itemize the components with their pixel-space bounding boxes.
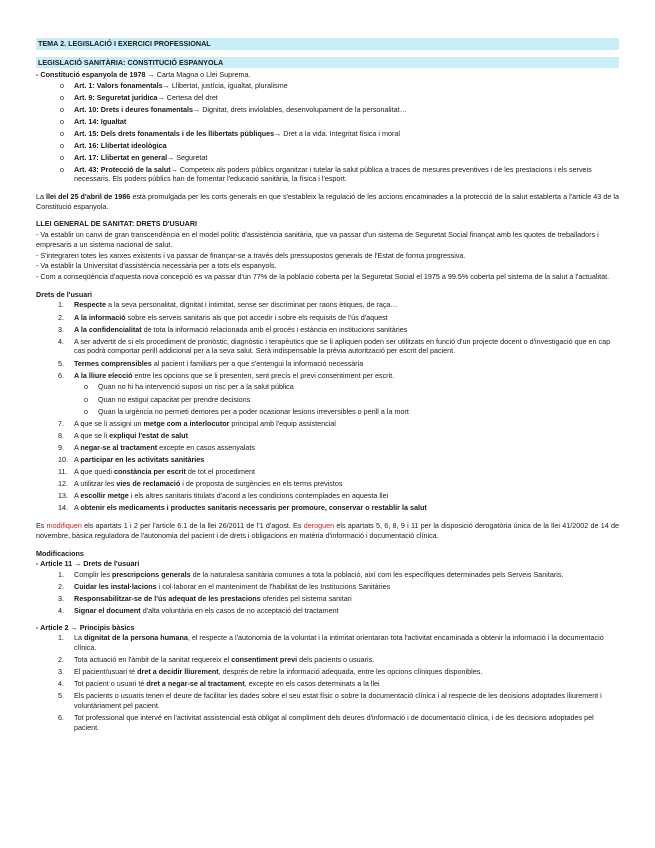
list-item: [36, 691, 619, 710]
bullet-icon: o: [60, 152, 64, 162]
item-number: 1.: [58, 570, 64, 580]
article-2-list: [36, 633, 619, 732]
item-text: A que se li: [74, 430, 110, 440]
list-item: [36, 594, 619, 604]
article-title: Art. 14: Igualtat: [74, 116, 127, 126]
article-title: Art. 16: Llibertat ideològica: [74, 140, 167, 150]
section-heading-constitucio: LEGISLACIÓ SANITÀRIA: CONSTITUCIÓ ESPANYOLA: [36, 57, 619, 69]
bullet-icon: o: [60, 104, 64, 114]
list-item: [36, 337, 619, 356]
item-bold: dret a negar-se al tractament: [146, 679, 245, 689]
item-text: d'alta voluntària en els casos de no acceptació del tractament: [140, 606, 339, 616]
sub-item-text: Quan la urgència no permeti demores per a poder ocasionar lesions irreversibles o perill a la mort: [98, 406, 409, 416]
article-label: - Article 2: [36, 622, 69, 632]
item-bold: A la confidencialitat: [74, 324, 142, 334]
item-text: sobre els serveis sanitaris als que pot accedir i sobre els requisits de l'ús d'aquest: [125, 312, 388, 322]
list-item: [36, 570, 619, 580]
article-title: Art. 15: Dels drets fonamentals i de les llibertats públiques: [74, 128, 275, 138]
constitucio-intro-bold: - Constitució espanyola de 1978: [36, 70, 146, 80]
section-heading-modificacions: Modificacions: [36, 548, 84, 558]
arrow-icon: →: [74, 559, 82, 569]
paragraph-text: està promulgada per les corts generals en que s'estableix la regulació de les accions encaminades a la protecció de la salut establerta a l'article 43 de la Constitució espanyola.: [36, 191, 619, 211]
llei-general-line: - Va establir un canvi de gran transcendència en el model polític d'assistència sanitària, que va passar d'un sistema de Seguretat Social finançat amb les quotes de treballadors i empresaris a un sistema nacional de salut.: [36, 230, 599, 249]
article-text: Dignitat, drets inviolables, desenvolupament de la personalitat…: [202, 104, 407, 114]
arrow-icon: →: [170, 164, 178, 174]
list-item: [36, 105, 619, 115]
paragraph-bold: llei del 25 d'abril de 1986: [46, 191, 131, 201]
list-item: [36, 153, 619, 163]
item-number: 5.: [58, 358, 64, 368]
item-text: A utilitzar les: [74, 479, 117, 489]
list-item: [36, 165, 619, 184]
llei-general-line: - Com a conseqüència d'aquesta nova concepció es va passar d'un 77% de la població coberta per la Seguretat Social el 1975 a 99.5% coberta pel sistema de la salut a l'actualitat.: [36, 271, 610, 281]
item-bold: Termes comprensibles: [74, 358, 152, 368]
item-text: a la seva personalitat, dignitat i intimitat, sense ser discriminat per raons ètiques, de raça…: [105, 300, 398, 310]
item-bold: Respecte: [74, 300, 106, 310]
bullet-icon: o: [60, 140, 64, 150]
article-11-list: [36, 570, 619, 616]
list-item: [36, 633, 619, 652]
list-item: [36, 655, 619, 665]
item-number: 7.: [58, 418, 64, 428]
item-number: 4.: [58, 336, 64, 346]
bullet-icon: o: [84, 382, 88, 392]
item-text: A: [74, 503, 81, 513]
list-item: [36, 431, 619, 441]
item-bold: obtenir els medicaments: [80, 503, 165, 513]
article-text: Competeix als poders públics organitzar i tutelar la salut pública a traces de mesures preventives i de les prestacions i els serveis necessaris. Els poders públics han de fomentar l'educació sanitària, la física i l'esport.: [74, 164, 592, 184]
item-text: A que quedi: [74, 467, 114, 477]
article-title: Art. 17: Llibertat en general: [74, 152, 168, 162]
item-bold: constància per escrit: [113, 467, 186, 477]
list-item: [36, 713, 619, 732]
arrow-icon: →: [167, 152, 175, 162]
list-item: [36, 359, 619, 369]
constitucio-intro: [36, 70, 619, 80]
list-item: [36, 129, 619, 139]
item-text: i de proposta de surgències en els terms previstos: [180, 479, 343, 489]
item-text: A: [74, 491, 81, 501]
arrow-icon: →: [157, 93, 165, 103]
item-number: 6.: [58, 713, 64, 723]
list-item: [36, 371, 619, 417]
item-bold: A la informació: [74, 312, 126, 322]
list-item: [36, 382, 619, 392]
item-text: principal amb l'equip assistencial: [229, 418, 336, 428]
list-item: [36, 117, 619, 127]
item-text: de tot el procediment: [185, 467, 256, 477]
item-text: Complir les: [74, 570, 112, 580]
list-item: [36, 325, 619, 335]
list-item: [36, 141, 619, 151]
item-text: entre les opcions que se li presenten, sent precís el previ consentiment per escrit.: [132, 370, 395, 380]
item-bold: vies de reclamació: [116, 479, 181, 489]
list-item: [36, 467, 619, 477]
item-text: Tota actuació en l'àmbit de la sanitat requereix el: [74, 655, 232, 665]
item-text: La: [74, 633, 84, 643]
arrow-icon: →: [70, 622, 78, 632]
item-number: 13.: [58, 491, 68, 501]
article-title: Drets de l'usuari: [83, 559, 140, 569]
item-text: al pacient i familiars per a que s'entengui la informació necessària: [151, 358, 364, 368]
article-text: Llibertat, justícia, igualtat, pluralisme: [171, 81, 288, 91]
item-text: excepte en casos assenyalats: [157, 442, 255, 452]
list-item: [36, 667, 619, 677]
modificacions-paragraph: [36, 521, 619, 540]
item-bold: expliqui l'estat de salut: [109, 430, 188, 440]
item-text: de la naturalesa sanitària comunes a tota la població, així com les específiques determinades pels Serveis Sanitaris.: [190, 570, 564, 580]
article-title: Principis bàsics: [79, 622, 135, 632]
list-item: [36, 395, 619, 405]
constitucio-intro-rest: Carta Magna o Llei Suprema.: [156, 70, 251, 80]
list-item: [36, 503, 619, 513]
item-bold: participar: [80, 455, 114, 465]
item-text: i els altres sanitaris titulats d'acord a les condicions contemplades en aquesta llei: [128, 491, 389, 501]
item-number: 11.: [58, 467, 68, 477]
item-number: 6.: [58, 370, 64, 380]
bullet-icon: o: [84, 394, 88, 404]
item-text: , el respecte a l'autonomia de la voluntat i la intimitat orientaran tota l'activitat encaminada a obtenir la informació i la documentació clínica.: [74, 633, 604, 652]
item-text: Tot professional que intervé en l'activitat assistencial està obligat al compliment dels deures d'informació i de documentació clínica, i de les decisions adoptades pel pacient.: [74, 713, 594, 732]
list-item: [36, 479, 619, 489]
bullet-icon: o: [60, 81, 64, 91]
item-number: 14.: [58, 503, 68, 513]
arrow-icon: →: [274, 128, 282, 138]
paragraph-text: La: [36, 191, 47, 201]
item-number: 12.: [58, 479, 68, 489]
article-text: Certesa del dret: [166, 93, 218, 103]
item-text: , després de rebre la informació adequada, entre les opcions clíniques disponibles.: [218, 667, 483, 677]
list-item: [36, 606, 619, 616]
list-item: [36, 582, 619, 592]
paragraph-text: Es: [36, 521, 47, 531]
item-number: 2.: [58, 655, 64, 665]
bullet-icon: o: [60, 128, 64, 138]
item-number: 4.: [58, 606, 64, 616]
paragraph-text: els apartats 1 i 2 per l'article 6.1 de la llei 26/2011 de l'1 d'agost. Es: [81, 521, 304, 531]
sub-list: [36, 382, 619, 416]
article-title: Art. 43: Protecció de la salut: [74, 164, 171, 174]
bullet-icon: o: [60, 116, 64, 126]
item-number: 8.: [58, 430, 64, 440]
list-item: [36, 81, 619, 91]
item-number: 5.: [58, 691, 64, 701]
arrow-icon: →: [162, 81, 170, 91]
sub-item-text: Quan no hi ha intervenció suposi un risc per a la salut pública: [98, 382, 294, 392]
item-text: A: [74, 442, 81, 452]
bullet-icon: o: [84, 406, 88, 416]
item-number: 2.: [58, 312, 64, 322]
item-text: A: [74, 455, 81, 465]
page-title: TEMA 2. LEGISLACIÓ I EXERCICI PROFESSIONAL: [36, 38, 619, 50]
item-text: A ser advertit de si els procediment de pronòstic, diagnòstic i terapèutics que se li apliquen poden ser utilitzats en funció d'un projecte docent o d'investigació que en cap cas podrà comportar perill addicional per a la seva salut. Serà indispensable la prèvia autorització per escrit del pacient.: [74, 336, 611, 356]
articles-list: [36, 81, 619, 184]
list-item: [36, 491, 619, 501]
item-bold: en les activitats sanitàries: [113, 455, 205, 465]
article-11-heading: [36, 559, 619, 569]
list-item: [36, 443, 619, 453]
item-bold: Responsabilitzar-se de l'ús adequat de les prestacions: [74, 594, 261, 604]
list-item: [36, 313, 619, 323]
sub-item-text: Quan no estigui capacitat per prendre decisions: [98, 394, 251, 404]
llei-general-line: - S'integraren totes les xarxes existents i va passar de finançar-se a través dels pressupostos generals de l'Estat de forma progressiva.: [36, 250, 466, 260]
item-bold: dignitat de la persona humana: [84, 633, 188, 643]
drets-list: [36, 300, 619, 513]
highlight-red: modifiquen: [46, 521, 82, 531]
section-heading-llei-general: LLEI GENERAL DE SANITAT: DRETS D'USUARI: [36, 219, 198, 229]
item-bold: Cuidar les instal·lacions: [74, 582, 157, 592]
item-number: 1.: [58, 633, 64, 643]
item-number: 3.: [58, 594, 64, 604]
item-bold: escollir metge: [80, 491, 129, 501]
list-item: [36, 407, 619, 417]
item-bold: dret a decidir lliurement: [137, 667, 219, 677]
arrow-icon: →: [193, 104, 201, 114]
item-bold: i productes sanitaris necessaris per promoure, conservar o restablir la salut: [164, 503, 427, 513]
item-text: dels pacients o usuaris.: [297, 655, 375, 665]
bullet-icon: o: [60, 93, 64, 103]
section-heading-drets: Drets de l'usuari: [36, 289, 93, 299]
llei-general-line: - Va establir la Universitat d'assistència necessària per a tots els espanyols.: [36, 261, 277, 271]
item-text: de tota la informació relacionada amb el procés i estància en institucions sanitàries: [141, 324, 408, 334]
item-number: 4.: [58, 679, 64, 689]
item-number: 3.: [58, 667, 64, 677]
item-text: El pacient/usuari té: [74, 667, 138, 677]
arrow-icon: →: [147, 70, 155, 80]
llei-1986-paragraph: [36, 192, 619, 211]
list-item: [36, 300, 619, 310]
item-bold: negar-se al tractament: [80, 442, 158, 452]
highlight-red: deroguen: [303, 521, 335, 531]
item-bold: metge com a interlocutor: [143, 418, 230, 428]
item-bold: A la lliure elecció: [74, 370, 133, 380]
item-number: 3.: [58, 324, 64, 334]
item-number: 9.: [58, 442, 64, 452]
article-title: Art. 1: Valors fonamentals: [74, 81, 163, 91]
item-text: A que se li assigni un: [74, 418, 144, 428]
item-bold: prescripcions generals: [111, 570, 191, 580]
list-item: [36, 93, 619, 103]
item-bold: consentiment previ: [231, 655, 298, 665]
item-text: Els pacients o usuaris tenen el deure de facilitar les dades sobre el seu estat físic o sobre la documentació clínica i al respecte de les decisions adoptades lliurement i voluntàriament pel pacient.: [74, 691, 602, 711]
item-text: oferides pel sistema sanitari: [260, 594, 352, 604]
article-2-heading: [36, 623, 619, 633]
article-title: Art. 9: Seguretat jurídica: [74, 93, 158, 103]
bullet-icon: o: [60, 164, 64, 174]
paragraph-text: els apartats 5, 6, 8, 9 i 11 per la disposició derogatòria única de la llei 41/2002 de 14 de novembre, bàsica reguladora de l'autonomia del pacient i de drets i obligacions en matèria d'informació i documentació clínica.: [36, 521, 619, 540]
item-number: 1.: [58, 300, 64, 310]
item-text: Tot pacient o usuari té: [74, 679, 147, 689]
article-title: Art. 10: Drets i deures fonamentals: [74, 104, 194, 114]
list-item: [36, 455, 619, 465]
list-item: [36, 419, 619, 429]
item-number: 2.: [58, 582, 64, 592]
item-text: , excepte en els casos determinats a la llei: [244, 679, 380, 689]
article-text: Seguretat: [176, 152, 208, 162]
article-text: Dret a la vida. Integritat física i moral: [283, 128, 400, 138]
item-bold: Signar el document: [74, 606, 141, 616]
item-number: 10.: [58, 455, 68, 465]
item-text: i col·laborar en el manteniment de l'habilitat de les Institucions Sanitàries: [156, 582, 391, 592]
article-label: - Article 11: [36, 559, 73, 569]
list-item: [36, 679, 619, 689]
